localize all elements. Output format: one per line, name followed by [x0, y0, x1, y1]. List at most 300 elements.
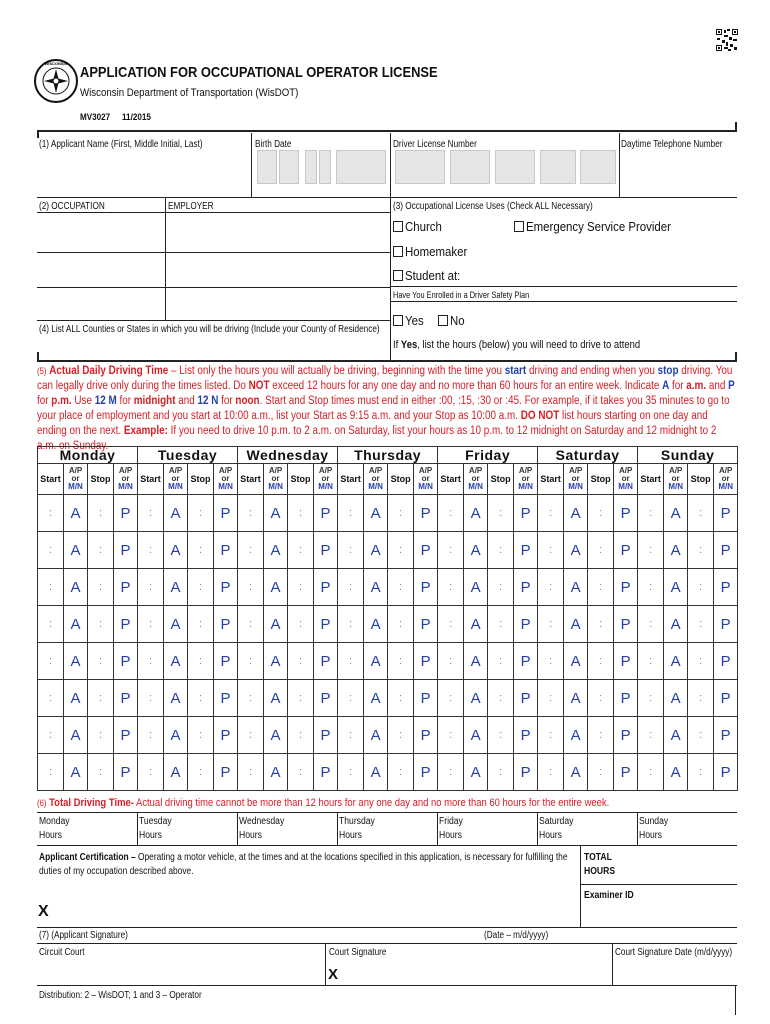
stop-ampm-field[interactable]: P [714, 680, 738, 717]
stop-time-field[interactable]: : [188, 569, 214, 606]
date-label: (Date – m/d/yyyy) [484, 930, 549, 941]
day-total-hours-field[interactable]: Sunday Hours [639, 816, 669, 841]
start-ampm-field[interactable]: A [64, 606, 88, 643]
day-total-hours-field[interactable]: Monday Hours [39, 816, 70, 841]
stop-time-field[interactable]: : [588, 569, 614, 606]
start-time-field[interactable]: : [638, 569, 664, 606]
stop-ampm-field[interactable]: P [214, 606, 238, 643]
stop-time-field[interactable]: : [188, 495, 214, 532]
svg-text:WISCONSIN: WISCONSIN [44, 61, 68, 66]
stop-time-field[interactable]: : [188, 717, 214, 754]
stop-time-field[interactable]: : [288, 643, 314, 680]
start-time-field[interactable]: : [338, 680, 364, 717]
student-option[interactable]: Student at: [393, 268, 468, 283]
stop-ampm-field[interactable]: P [514, 643, 538, 680]
day-total-hours-field[interactable]: Tuesday Hours [139, 816, 172, 841]
stop-ampm-field[interactable]: P [114, 495, 138, 532]
start-ampm-field[interactable]: A [364, 717, 388, 754]
phone-field[interactable] [621, 150, 735, 192]
stop-time-field[interactable]: : [88, 680, 114, 717]
start-ampm-field[interactable]: A [364, 569, 388, 606]
start-time-field[interactable]: : [238, 606, 264, 643]
ampm-header: A/P or M/N [564, 464, 588, 495]
stop-time-field[interactable]: : [288, 495, 314, 532]
distribution-note: Distribution: 2 – WisDOT; 1 and 3 – Operator [39, 990, 202, 1001]
stop-time-field[interactable]: : [188, 754, 214, 791]
driver-safety-label: Have You Enrolled in a Driver Safety Plan [393, 290, 530, 300]
start-ampm-field[interactable]: A [64, 717, 88, 754]
stop-time-field[interactable]: : [688, 680, 714, 717]
stop-ampm-field[interactable]: P [414, 606, 438, 643]
stop-time-field[interactable]: : [288, 569, 314, 606]
start-time-field[interactable]: : [338, 643, 364, 680]
start-header: Start [438, 464, 464, 495]
stop-ampm-field[interactable]: P [214, 717, 238, 754]
start-time-field[interactable]: : [38, 569, 64, 606]
stop-ampm-field[interactable]: P [714, 495, 738, 532]
start-time-field[interactable]: : [38, 680, 64, 717]
start-time-field[interactable]: : [438, 606, 464, 643]
start-time-field[interactable]: : [438, 717, 464, 754]
start-ampm-field[interactable]: A [464, 754, 488, 791]
start-ampm-field[interactable]: A [164, 643, 188, 680]
stop-ampm-field[interactable]: P [714, 643, 738, 680]
stop-time-field[interactable]: : [288, 606, 314, 643]
start-ampm-field[interactable]: A [464, 569, 488, 606]
court-date-label: Court Signature Date (m/d/yyyy) [615, 947, 733, 958]
start-time-field[interactable]: : [138, 606, 164, 643]
stop-ampm-field[interactable]: P [614, 495, 638, 532]
start-ampm-field[interactable]: A [464, 606, 488, 643]
student-checkbox[interactable] [393, 270, 403, 281]
start-ampm-field[interactable]: A [264, 680, 288, 717]
start-time-field[interactable]: : [238, 532, 264, 569]
court-date-field[interactable] [615, 960, 735, 984]
day-total-hours-field[interactable]: Saturday Hours [539, 816, 574, 841]
start-ampm-field[interactable]: A [364, 532, 388, 569]
ampm-header: A/P or M/N [64, 464, 88, 495]
day-total-hours-field[interactable]: Wednesday Hours [239, 816, 285, 841]
stop-time-field[interactable]: : [288, 532, 314, 569]
stop-ampm-field[interactable]: P [714, 606, 738, 643]
stop-time-field[interactable]: : [688, 606, 714, 643]
stop-time-field[interactable]: : [488, 569, 514, 606]
license-part4-field[interactable] [540, 150, 576, 184]
start-time-field[interactable]: : [438, 569, 464, 606]
stop-time-field[interactable]: : [588, 606, 614, 643]
start-time-field[interactable]: : [138, 569, 164, 606]
phone-label: Daytime Telephone Number [621, 139, 723, 150]
stop-time-field[interactable]: : [288, 754, 314, 791]
stop-time-field[interactable]: : [388, 754, 414, 791]
start-header: Start [638, 464, 664, 495]
no-option[interactable]: No [438, 313, 467, 328]
start-ampm-field[interactable]: A [564, 643, 588, 680]
applicant-signature-field[interactable] [56, 905, 576, 925]
start-ampm-field[interactable]: A [364, 754, 388, 791]
start-time-field[interactable]: : [338, 606, 364, 643]
stop-ampm-field[interactable]: P [414, 754, 438, 791]
start-ampm-field[interactable]: A [64, 680, 88, 717]
start-time-field[interactable]: : [338, 532, 364, 569]
start-ampm-field[interactable]: A [264, 717, 288, 754]
employer-field-1[interactable] [167, 214, 387, 250]
stop-ampm-field[interactable]: P [214, 569, 238, 606]
stop-time-field[interactable]: : [688, 754, 714, 791]
stop-ampm-field[interactable]: P [314, 532, 338, 569]
stop-time-field[interactable]: : [688, 532, 714, 569]
form-number: MV3027 [80, 112, 111, 122]
stop-time-field[interactable]: : [388, 680, 414, 717]
stop-time-field[interactable]: : [88, 717, 114, 754]
birth-month-field[interactable] [257, 150, 277, 184]
start-time-field[interactable]: : [538, 754, 564, 791]
stop-ampm-field[interactable]: P [314, 569, 338, 606]
start-time-field[interactable]: : [438, 754, 464, 791]
day-header: Friday [438, 447, 538, 464]
start-time-field[interactable]: : [138, 754, 164, 791]
start-ampm-field[interactable]: A [364, 495, 388, 532]
stop-time-field[interactable]: : [388, 569, 414, 606]
stop-ampm-field[interactable]: P [514, 606, 538, 643]
stop-ampm-field[interactable]: P [714, 532, 738, 569]
start-ampm-field[interactable]: A [564, 569, 588, 606]
start-ampm-field[interactable]: A [464, 680, 488, 717]
stop-time-field[interactable]: : [588, 532, 614, 569]
stop-ampm-field[interactable]: P [314, 643, 338, 680]
stop-time-field[interactable]: : [88, 643, 114, 680]
stop-ampm-field[interactable]: P [614, 532, 638, 569]
stop-ampm-field[interactable]: P [514, 754, 538, 791]
counties-field[interactable] [39, 336, 388, 358]
stop-ampm-field[interactable]: P [514, 532, 538, 569]
stop-header: Stop [688, 464, 714, 495]
start-ampm-field[interactable]: A [164, 606, 188, 643]
stop-time-field[interactable]: : [588, 643, 614, 680]
start-time-field[interactable]: : [238, 643, 264, 680]
start-time-field[interactable]: : [638, 643, 664, 680]
court-signature-field[interactable] [342, 960, 610, 984]
stop-time-field[interactable]: : [388, 606, 414, 643]
start-ampm-field[interactable]: A [264, 569, 288, 606]
start-time-field[interactable]: : [538, 680, 564, 717]
occupation-label: (2) OCCUPATION [39, 201, 105, 212]
stop-ampm-field[interactable]: P [114, 569, 138, 606]
stop-ampm-field[interactable]: P [314, 680, 338, 717]
stop-ampm-field[interactable]: P [514, 495, 538, 532]
ampm-header: A/P or M/N [714, 464, 738, 495]
emergency-service-option[interactable]: Emergency Service Provider [514, 219, 691, 234]
start-time-field[interactable]: : [338, 717, 364, 754]
stop-ampm-field[interactable]: P [514, 569, 538, 606]
no-checkbox[interactable] [438, 315, 448, 326]
start-time-field[interactable]: : [338, 495, 364, 532]
start-time-field[interactable]: : [638, 532, 664, 569]
start-time-field[interactable]: : [238, 717, 264, 754]
start-ampm-field[interactable]: A [564, 532, 588, 569]
license-uses-label: (3) Occupational License Uses (Check ALL Necessary) [393, 201, 593, 212]
stop-time-field[interactable]: : [88, 495, 114, 532]
start-time-field[interactable]: : [338, 569, 364, 606]
applicant-name-label: (1) Applicant Name (First, Middle Initial, Last) [39, 139, 203, 150]
ampm-header: A/P or M/N [664, 464, 688, 495]
start-time-field[interactable]: : [138, 643, 164, 680]
start-ampm-field[interactable]: A [564, 495, 588, 532]
start-ampm-field[interactable]: A [664, 754, 688, 791]
stop-time-field[interactable]: : [488, 606, 514, 643]
stop-time-field[interactable]: : [488, 495, 514, 532]
start-time-field[interactable]: : [538, 569, 564, 606]
stop-ampm-field[interactable]: P [414, 680, 438, 717]
start-ampm-field[interactable]: A [664, 680, 688, 717]
stop-ampm-field[interactable]: P [614, 754, 638, 791]
license-part1-field[interactable] [395, 150, 445, 184]
stop-time-field[interactable]: : [88, 754, 114, 791]
stop-time-field[interactable]: : [688, 717, 714, 754]
stop-ampm-field[interactable]: P [614, 643, 638, 680]
start-time-field[interactable]: : [438, 495, 464, 532]
start-time-field[interactable]: : [38, 606, 64, 643]
stop-ampm-field[interactable]: P [614, 606, 638, 643]
stop-ampm-field[interactable]: P [214, 754, 238, 791]
start-ampm-field[interactable]: A [64, 643, 88, 680]
start-time-field[interactable]: : [138, 680, 164, 717]
stop-ampm-field[interactable]: P [314, 495, 338, 532]
stop-ampm-field[interactable]: P [214, 532, 238, 569]
if-yes-text: If Yes, list the hours (below) you will need to drive to attend [393, 339, 641, 351]
start-time-field[interactable]: : [638, 717, 664, 754]
start-ampm-field[interactable]: A [164, 569, 188, 606]
stop-time-field[interactable]: : [688, 643, 714, 680]
stop-time-field[interactable]: : [88, 569, 114, 606]
start-time-field[interactable]: : [138, 495, 164, 532]
stop-time-field[interactable]: : [588, 495, 614, 532]
ampm-header: A/P or M/N [164, 464, 188, 495]
start-ampm-field[interactable]: A [364, 606, 388, 643]
day-total-hours-field[interactable]: Friday Hours [439, 816, 463, 841]
stop-ampm-field[interactable]: P [214, 495, 238, 532]
start-time-field[interactable]: : [238, 754, 264, 791]
homemaker-option[interactable]: Homemaker [393, 244, 476, 259]
day-header: Saturday [538, 447, 638, 464]
ampm-header: A/P or M/N [314, 464, 338, 495]
stop-header: Stop [88, 464, 114, 495]
start-time-field[interactable]: : [38, 643, 64, 680]
start-time-field[interactable]: : [438, 680, 464, 717]
license-part5-field[interactable] [580, 150, 616, 184]
start-ampm-field[interactable]: A [264, 754, 288, 791]
time-row [38, 717, 738, 754]
start-ampm-field[interactable]: A [264, 606, 288, 643]
start-time-field[interactable]: : [538, 495, 564, 532]
stop-time-field[interactable]: : [588, 754, 614, 791]
stop-ampm-field[interactable]: P [614, 569, 638, 606]
start-time-field[interactable]: : [638, 754, 664, 791]
emergency-checkbox[interactable] [514, 221, 524, 232]
time-row [38, 643, 738, 680]
day-header: Tuesday [138, 447, 238, 464]
stop-time-field[interactable]: : [388, 495, 414, 532]
start-ampm-field[interactable]: A [164, 495, 188, 532]
stop-time-field[interactable]: : [188, 532, 214, 569]
start-ampm-field[interactable]: A [464, 532, 488, 569]
stop-ampm-field[interactable]: P [614, 717, 638, 754]
day-header: Wednesday [238, 447, 338, 464]
stop-time-field[interactable]: : [188, 680, 214, 717]
agency-name: Wisconsin Department of Transportation (WisDOT) [80, 87, 299, 99]
stop-time-field[interactable]: : [688, 569, 714, 606]
start-ampm-field[interactable]: A [264, 495, 288, 532]
start-time-field[interactable]: : [138, 532, 164, 569]
start-ampm-field[interactable]: A [264, 643, 288, 680]
start-time-field[interactable]: : [338, 754, 364, 791]
stop-time-field[interactable]: : [288, 717, 314, 754]
form-title: APPLICATION FOR OCCUPATIONAL OPERATOR LICENSE [80, 64, 438, 81]
stop-ampm-field[interactable]: P [414, 717, 438, 754]
stop-ampm-field[interactable]: P [314, 717, 338, 754]
start-time-field[interactable]: : [38, 754, 64, 791]
start-ampm-field[interactable]: A [264, 532, 288, 569]
stop-time-field[interactable]: : [588, 717, 614, 754]
stop-ampm-field[interactable]: P [314, 606, 338, 643]
start-ampm-field[interactable]: A [564, 680, 588, 717]
stop-ampm-field[interactable]: P [114, 532, 138, 569]
start-ampm-field[interactable]: A [364, 680, 388, 717]
yes-option[interactable]: Yes [393, 313, 426, 328]
day-total-hours-field[interactable]: Thursday Hours [339, 816, 375, 841]
stop-time-field[interactable]: : [588, 680, 614, 717]
stop-ampm-field[interactable]: P [414, 569, 438, 606]
start-time-field[interactable]: : [238, 680, 264, 717]
start-time-field[interactable]: : [638, 680, 664, 717]
start-time-field[interactable]: : [38, 532, 64, 569]
license-part3-field[interactable] [495, 150, 535, 184]
start-time-field[interactable]: : [638, 495, 664, 532]
start-time-field[interactable]: : [538, 643, 564, 680]
occupation-field-1[interactable] [39, 214, 163, 250]
stop-ampm-field[interactable]: P [414, 495, 438, 532]
start-time-field[interactable]: : [438, 643, 464, 680]
stop-ampm-field[interactable]: P [414, 532, 438, 569]
stop-ampm-field[interactable]: P [714, 754, 738, 791]
start-ampm-field[interactable]: A [664, 569, 688, 606]
stop-time-field[interactable]: : [288, 680, 314, 717]
start-time-field[interactable]: : [638, 606, 664, 643]
start-time-field[interactable]: : [538, 532, 564, 569]
stop-ampm-field[interactable]: P [314, 754, 338, 791]
start-ampm-field[interactable]: A [664, 606, 688, 643]
start-ampm-field[interactable]: A [64, 532, 88, 569]
stop-time-field[interactable]: : [688, 495, 714, 532]
start-ampm-field[interactable]: A [664, 532, 688, 569]
ampm-header: A/P or M/N [464, 464, 488, 495]
stop-time-field[interactable]: : [88, 606, 114, 643]
start-time-field[interactable]: : [38, 717, 64, 754]
driving-time-instructions: (5) Actual Daily Driving Time – List only the hours you will actually be driving, beginning with the time you start driving and ending when you stop driving. You can legally drive only during the times listed. Do NOT exceed 12 hours for any one day and no more than 60 hours for an entire week. Indicate A for a.m. and P for p.m. Use 12 M for midnight and 12 N for noon. Start and Stop times must end in either :00, :15, :30 or :45. For example, if it takes you 35 minutes to go to your place of employment and you start at 10:00 a.m., list your Start as 9:15 a.m. and your Stop as 10:00 a.m. DO NOT list hours starting on one day and ending on the next. Example: If you need to drive 10 p.m. to 2 a.m. on Saturday, list your hours as 10 p.m. to 12 midnight on Saturday and 12 midnight to 2 a.m. on Sunday. [37, 365, 735, 452]
start-ampm-field[interactable]: A [164, 680, 188, 717]
start-ampm-field[interactable]: A [164, 717, 188, 754]
start-time-field[interactable]: : [38, 495, 64, 532]
court-signature-x: X [328, 966, 339, 983]
applicant-signature-x: X [38, 903, 49, 920]
stop-ampm-field[interactable]: P [114, 717, 138, 754]
start-ampm-field[interactable]: A [164, 532, 188, 569]
stop-time-field[interactable]: : [488, 717, 514, 754]
church-checkbox[interactable] [393, 221, 403, 232]
stop-ampm-field[interactable]: P [114, 606, 138, 643]
stop-time-field[interactable]: : [188, 606, 214, 643]
start-time-field[interactable]: : [138, 717, 164, 754]
stop-ampm-field[interactable]: P [514, 680, 538, 717]
start-time-field[interactable]: : [538, 606, 564, 643]
stop-time-field[interactable]: : [488, 754, 514, 791]
stop-time-field[interactable]: : [388, 717, 414, 754]
birth-day-field[interactable] [305, 150, 317, 184]
start-ampm-field[interactable]: A [664, 495, 688, 532]
stop-ampm-field[interactable]: P [414, 643, 438, 680]
stop-ampm-field[interactable]: P [214, 680, 238, 717]
start-ampm-field[interactable]: A [64, 569, 88, 606]
yes-checkbox[interactable] [393, 315, 403, 326]
start-ampm-field[interactable]: A [464, 495, 488, 532]
birth-year-field[interactable] [336, 150, 386, 184]
start-time-field[interactable]: : [238, 495, 264, 532]
start-ampm-field[interactable]: A [564, 717, 588, 754]
birth-date-label: Birth Date [255, 139, 292, 150]
stop-ampm-field[interactable]: P [714, 569, 738, 606]
homemaker-checkbox[interactable] [393, 246, 403, 257]
stop-time-field[interactable]: : [88, 532, 114, 569]
stop-ampm-field[interactable]: P [114, 754, 138, 791]
stop-time-field[interactable]: : [488, 532, 514, 569]
stop-ampm-field[interactable]: P [514, 717, 538, 754]
start-ampm-field[interactable]: A [464, 643, 488, 680]
circuit-court-field[interactable] [39, 960, 323, 984]
start-ampm-field[interactable]: A [664, 717, 688, 754]
start-ampm-field[interactable]: A [64, 495, 88, 532]
start-ampm-field[interactable]: A [164, 754, 188, 791]
ampm-header: A/P or M/N [264, 464, 288, 495]
day-header: Monday [38, 447, 138, 464]
license-part2-field[interactable] [450, 150, 490, 184]
start-ampm-field[interactable]: A [364, 643, 388, 680]
start-time-field[interactable]: : [538, 717, 564, 754]
start-time-field[interactable]: : [438, 532, 464, 569]
start-ampm-field[interactable]: A [664, 643, 688, 680]
stop-ampm-field[interactable]: P [214, 643, 238, 680]
start-ampm-field[interactable]: A [464, 717, 488, 754]
start-time-field[interactable]: : [238, 569, 264, 606]
stop-ampm-field[interactable]: P [614, 680, 638, 717]
stop-time-field[interactable]: : [188, 643, 214, 680]
ampm-header: A/P or M/N [414, 464, 438, 495]
stop-ampm-field[interactable]: P [114, 680, 138, 717]
stop-time-field[interactable]: : [388, 643, 414, 680]
church-option[interactable]: Church [393, 219, 447, 234]
stop-header: Stop [588, 464, 614, 495]
start-ampm-field[interactable]: A [64, 754, 88, 791]
stop-ampm-field[interactable]: P [714, 717, 738, 754]
stop-time-field[interactable]: : [488, 643, 514, 680]
stop-ampm-field[interactable]: P [114, 643, 138, 680]
court-signature-label: Court Signature [329, 947, 387, 958]
stop-time-field[interactable]: : [488, 680, 514, 717]
applicant-name-field[interactable] [39, 150, 251, 192]
start-ampm-field[interactable]: A [564, 606, 588, 643]
start-ampm-field[interactable]: A [564, 754, 588, 791]
time-row [38, 606, 738, 643]
stop-time-field[interactable]: : [388, 532, 414, 569]
